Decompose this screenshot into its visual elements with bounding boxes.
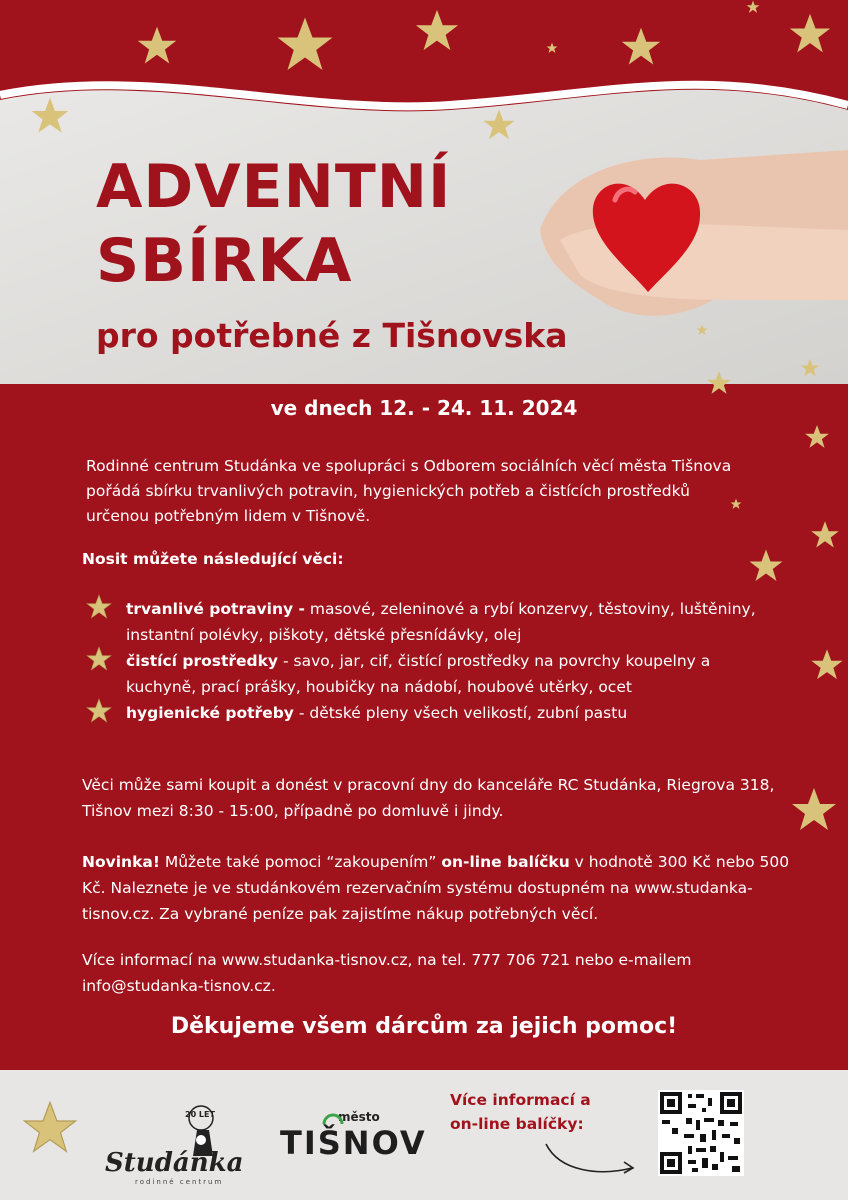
studanka-name: Studánka <box>105 1148 244 1178</box>
main-content <box>0 384 848 1070</box>
studanka-subtitle: rodinné centrum <box>135 1178 224 1186</box>
studanka-logo <box>105 1100 245 1185</box>
gold-star-icon <box>86 698 112 724</box>
event-dates: ve dnech 12. - 24. 11. 2024 <box>270 396 578 420</box>
items-list <box>86 596 766 726</box>
page-title <box>96 150 451 298</box>
tisnov-name: TIŠNOV <box>280 1124 427 1162</box>
gold-star-icon <box>86 646 112 672</box>
news-label: Novinka! <box>82 853 160 871</box>
gold-star-icon <box>620 26 662 68</box>
gold-star-icon <box>800 358 820 378</box>
gold-star-icon <box>546 42 558 54</box>
item-label: hygienické potřeby <box>126 704 294 722</box>
dropoff-paragraph: Věci může sami koupit a donést v pracovní dny do kanceláře RC Studánka, Riegrova 318, Tišnov mezi 8:30 - 15:00, případně po domluvě i jindy. <box>82 776 775 820</box>
gold-star-icon <box>136 25 178 67</box>
gold-star-icon <box>30 96 70 136</box>
gold-star-icon <box>86 594 112 620</box>
news-paragraph <box>82 849 812 927</box>
gold-star-icon <box>810 648 844 682</box>
tisnov-small-label: město <box>338 1110 380 1124</box>
gold-star-icon <box>22 1100 78 1156</box>
page-subtitle: pro potřebné z Tišnovska <box>96 316 568 355</box>
cta-line-2: on-line balíčky: <box>450 1115 584 1133</box>
news-package-label: on-line balíčku <box>441 853 570 871</box>
gold-star-icon <box>730 498 742 510</box>
gold-star-icon <box>482 108 516 142</box>
news-text-2: v hodnotě 300 Kč nebo 500 Kč. Naleznete je ve studánkovém rezervačním systému dostupném na www.studanka-tisnov.cz. Za vybrané peníze pak zajistíme nákup potřebných věcí. <box>82 853 790 923</box>
gold-star-icon <box>804 424 830 450</box>
item-text: - dětské pleny všech velikostí, zubní pastu <box>293 704 628 722</box>
item-label: trvanlivé potraviny - <box>126 600 305 618</box>
items-heading: Nosit můžete následující věci: <box>82 550 344 568</box>
gold-star-icon <box>414 8 460 54</box>
thanks-heading: Děkujeme všem dárcům za jejich pomoc! <box>170 1014 678 1039</box>
title-line-1: ADVENTNÍ <box>96 152 452 222</box>
studanka-badge: 20 LET <box>185 1110 215 1119</box>
cta-line-1: Více informací a <box>450 1091 591 1109</box>
list-item <box>86 596 766 648</box>
item-text: masové, zeleninové a rybí konzervy, těstoviny, luštěniny, instantní polévky, piškoty, dětské přesnídávky, olej <box>126 600 756 644</box>
curved-arrow-icon <box>540 1138 640 1178</box>
gold-star-icon <box>810 520 840 550</box>
gold-star-icon <box>696 324 708 336</box>
intro-paragraph: Rodinné centrum Studánka ve spolupráci s Odborem sociálních věcí města Tišnova pořádá sbírku trvanlivých potravin, hygienických potřeb a čistících prostředků určenou potřebným lidem v Tišnově. <box>86 457 732 525</box>
tisnov-arc-icon <box>322 1112 344 1126</box>
item-label: čistící prostředky <box>126 652 279 670</box>
list-item <box>86 648 766 700</box>
title-line-2: SBÍRKA <box>96 226 353 296</box>
news-text-1: Můžete také pomoci “zakoupením” <box>159 853 442 871</box>
footer <box>0 1070 848 1200</box>
item-text: - savo, jar, cif, čistící prostředky na povrchy koupelny a kuchyně, prací prášky, houbičky na nádobí, houbové utěrky, ocet <box>126 652 711 696</box>
gold-star-icon <box>790 786 838 834</box>
gold-star-icon <box>275 15 335 75</box>
gold-star-icon <box>748 548 784 584</box>
qr-code-icon[interactable] <box>658 1090 744 1176</box>
contact-paragraph: Více informací na www.studanka-tisnov.cz, na tel. 777 706 721 nebo e-mailem info@studanka-tisnov.cz. <box>82 951 692 995</box>
tisnov-logo <box>280 1110 427 1180</box>
gold-star-icon <box>788 12 832 56</box>
list-item <box>86 700 766 726</box>
footer-cta <box>450 1088 591 1136</box>
gold-star-icon <box>746 0 760 14</box>
gold-star-icon <box>706 370 732 396</box>
